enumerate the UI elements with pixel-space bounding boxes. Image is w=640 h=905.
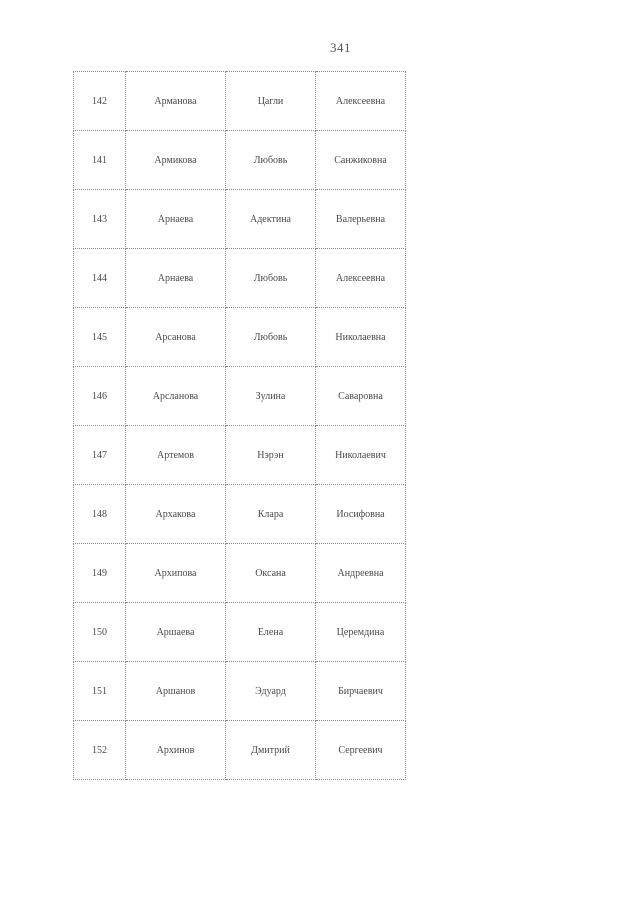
table-row [74, 131, 406, 190]
surname-cell: Аршаева [126, 603, 226, 662]
row-number-cell: 149 [74, 544, 126, 603]
row-number-cell: 151 [74, 662, 126, 721]
row-number-cell: 147 [74, 426, 126, 485]
patronymic-cell: Николаевна [316, 308, 406, 367]
table-row [74, 544, 406, 603]
page-number: 341 [330, 40, 351, 55]
table-row [74, 308, 406, 367]
given-name-cell: Эдуард [226, 662, 316, 721]
table-row [74, 190, 406, 249]
row-number-cell: 143 [74, 190, 126, 249]
patronymic-cell: Валерьевна [316, 190, 406, 249]
surname-cell: Артемов [126, 426, 226, 485]
given-name-cell: Клара [226, 485, 316, 544]
given-name-cell: Зулина [226, 367, 316, 426]
row-number-cell: 142 [74, 72, 126, 131]
table-row [74, 426, 406, 485]
given-name-cell: Оксана [226, 544, 316, 603]
table-row [74, 367, 406, 426]
surname-cell: Арнаева [126, 249, 226, 308]
table-row [74, 72, 406, 131]
surname-cell: Архинов [126, 721, 226, 780]
row-number-cell: 152 [74, 721, 126, 780]
surname-cell: Аршанов [126, 662, 226, 721]
given-name-cell: Елена [226, 603, 316, 662]
table-row [74, 249, 406, 308]
given-name-cell: Адектина [226, 190, 316, 249]
table-row [74, 662, 406, 721]
patronymic-cell: Саваровна [316, 367, 406, 426]
row-number-cell: 145 [74, 308, 126, 367]
row-number-cell: 141 [74, 131, 126, 190]
surname-cell: Арманова [126, 72, 226, 131]
table-row [74, 485, 406, 544]
given-name-cell: Цагли [226, 72, 316, 131]
patronymic-cell: Алексеевна [316, 72, 406, 131]
patronymic-cell: Андреевна [316, 544, 406, 603]
patronymic-cell: Николаевич [316, 426, 406, 485]
patronymic-cell: Бирчаевич [316, 662, 406, 721]
patronymic-cell: Сергеевич [316, 721, 406, 780]
given-name-cell: Нэрэн [226, 426, 316, 485]
patronymic-cell: Санжиковна [316, 131, 406, 190]
surname-cell: Архипова [126, 544, 226, 603]
surname-cell: Арнаева [126, 190, 226, 249]
surname-cell: Армикова [126, 131, 226, 190]
table-row [74, 603, 406, 662]
patronymic-cell: Алексеевна [316, 249, 406, 308]
patronymic-cell: Церемдина [316, 603, 406, 662]
table-row [74, 721, 406, 780]
patronymic-cell: Иосифовна [316, 485, 406, 544]
roster-table [73, 71, 406, 780]
given-name-cell: Любовь [226, 131, 316, 190]
surname-cell: Архакова [126, 485, 226, 544]
surname-cell: Арсланова [126, 367, 226, 426]
row-number-cell: 146 [74, 367, 126, 426]
given-name-cell: Любовь [226, 308, 316, 367]
row-number-cell: 144 [74, 249, 126, 308]
surname-cell: Арсанова [126, 308, 226, 367]
row-number-cell: 150 [74, 603, 126, 662]
table-body [74, 72, 406, 780]
given-name-cell: Дмитрий [226, 721, 316, 780]
row-number-cell: 148 [74, 485, 126, 544]
given-name-cell: Любовь [226, 249, 316, 308]
